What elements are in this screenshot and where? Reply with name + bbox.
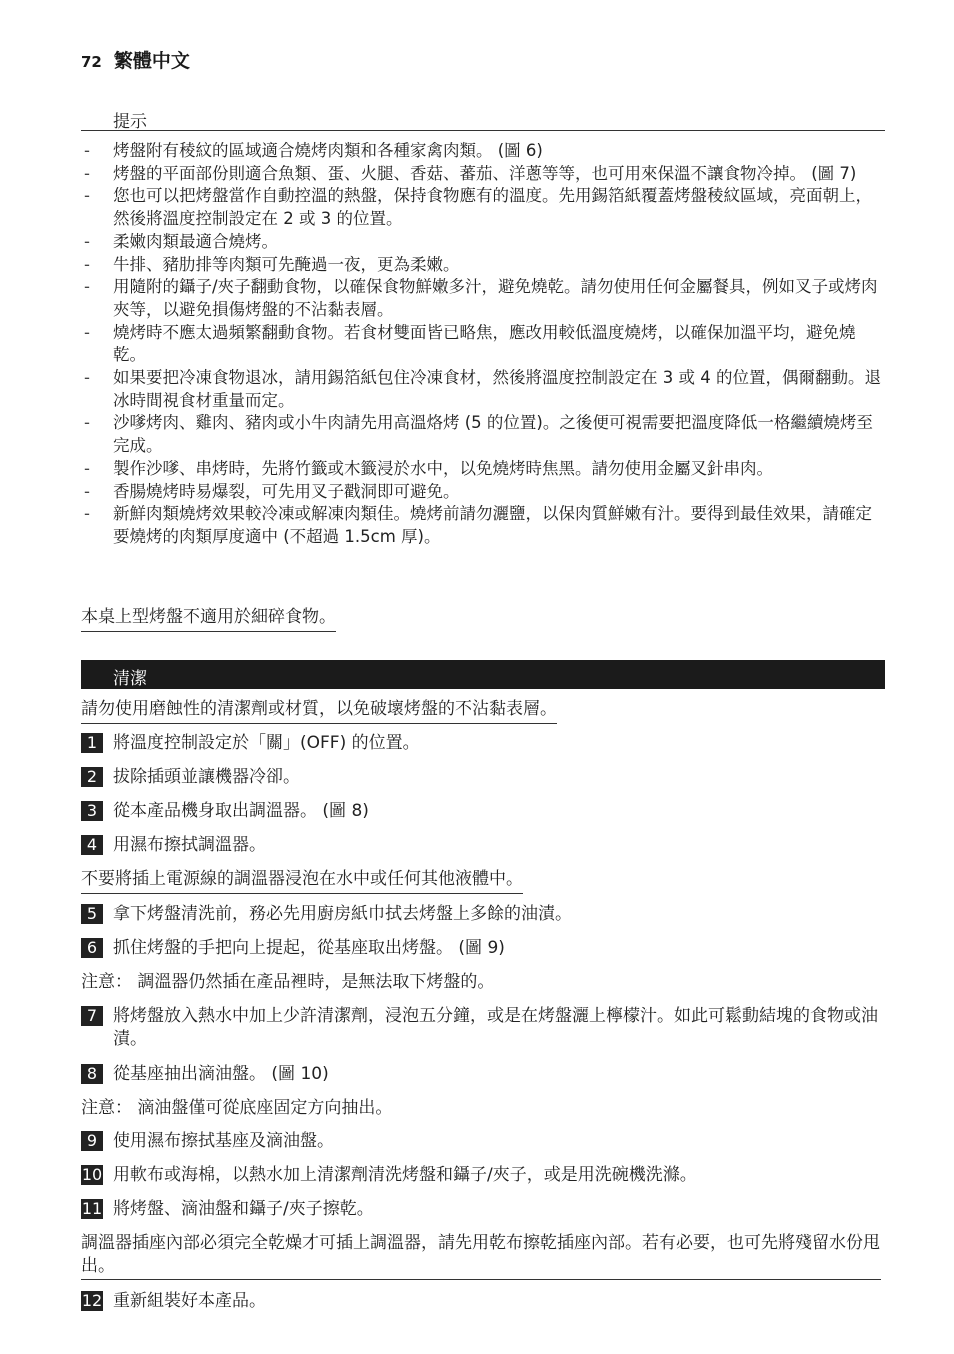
step-item — [81, 937, 883, 960]
tip-item: - 香腸燒烤時易爆裂，可先用叉子戳洞即可避免。 — [81, 481, 887, 504]
step-text: 用軟布或海棉，以熱水加上清潔劑清洗烤盤和鑷子/夾子，或是用洗碗機洗滌。 — [113, 1165, 697, 1185]
page-number: 72 — [81, 53, 102, 71]
step-text: 用濕布擦拭調溫器。 — [113, 835, 266, 855]
step-number-badge: 2 — [81, 767, 103, 787]
step-text: 使用濕布擦拭基座及滴油盤。 — [113, 1131, 334, 1151]
tip-item: - 用隨附的鑷子/夾子翻動食物，以確保食物鮮嫩多汁，避免燒乾。請勿使用任何金屬餐具，例如叉子或烤肉夾等，以避免損傷烤盤的不沾黏表層。 — [81, 276, 887, 321]
step-text: 抓住烤盤的手把向上提起，從基座取出烤盤。 (圖 9) — [113, 938, 505, 958]
tip-item: - 牛排、豬肋排等肉類可先醃過一夜，更為柔嫩。 — [81, 254, 887, 277]
step-number-badge: 11 — [81, 1199, 103, 1218]
tips-heading-label: 提示 — [113, 112, 147, 132]
step-text: 重新組裝好本產品。 — [113, 1291, 266, 1311]
step-number-badge: 7 — [81, 1006, 103, 1026]
cleaning-heading — [81, 660, 885, 689]
tip-item: - 製作沙嗲、串烤時，先將竹籤或木籤浸於水中，以免燒烤時焦黑。請勿使用金屬叉針串肉。 — [81, 458, 887, 481]
tip-item: - 新鮮肉類燒烤效果較冷凍或解凍肉類佳。燒烤前請勿灑鹽，以保肉質鮮嫩有汁。要得到最佳效果，請確定要燒烤的肉類厚度適中 (不超過 1.5cm 厚)。 — [81, 503, 887, 548]
tips-warning: 本桌上型烤盤不適用於細碎食物。 — [81, 606, 336, 632]
step-text: 從本產品機身取出調溫器。 (圖 8) — [113, 801, 369, 821]
step-number-badge: 3 — [81, 801, 103, 821]
step-number-badge: 4 — [81, 835, 103, 855]
step-number-badge: 12 — [81, 1291, 103, 1310]
step-number-badge: 6 — [81, 938, 103, 958]
tips-heading — [81, 103, 885, 131]
step-item — [81, 834, 883, 857]
step-item — [81, 1198, 883, 1221]
note-thermostat: 注意： 調溫器仍然插在產品裡時，是無法取下烤盤的。 — [81, 972, 495, 992]
tips-list — [81, 140, 887, 549]
cleaning-warning-dry-socket: 調溫器插座內部必須完全乾燥才可插上調溫器，請先用乾布擦乾插座內部。若有必要，也可先將殘留水份甩出。 — [81, 1232, 881, 1280]
step-text: 將烤盤、滴油盤和鑷子/夾子擦乾。 — [113, 1199, 374, 1219]
tip-item: - 沙嗲烤肉、雞肉、豬肉或小牛肉請先用高溫烙烤 (5 的位置)。之後便可視需要把溫度降低一格繼續燒烤至完成。 — [81, 412, 887, 457]
page-header — [81, 46, 190, 73]
step-item — [81, 766, 883, 789]
step-text: 拔除插頭並讓機器冷卻。 — [113, 767, 300, 787]
step-item — [81, 1063, 883, 1086]
step-text: 將溫度控制設定於「關」(OFF) 的位置。 — [113, 733, 420, 753]
cleaning-warning-immerse: 不要將插上電源線的調溫器浸泡在水中或任何其他液體中。 — [81, 868, 523, 894]
language-title: 繁體中文 — [113, 50, 190, 72]
step-item — [81, 1005, 883, 1050]
cleaning-warning-abrasive: 請勿使用磨蝕性的清潔劑或材質，以免破壞烤盤的不沾黏表層。 — [81, 698, 557, 724]
step-number-badge: 1 — [81, 733, 103, 753]
cleaning-heading-label: 清潔 — [113, 669, 147, 689]
step-number-badge: 8 — [81, 1064, 103, 1084]
step-number-badge: 10 — [81, 1165, 103, 1184]
tip-item: - 柔嫩肉類最適合燒烤。 — [81, 231, 887, 254]
step-item — [81, 903, 883, 926]
step-text: 從基座抽出滴油盤。 (圖 10) — [113, 1064, 329, 1084]
step-number-badge: 9 — [81, 1131, 103, 1151]
note-drip-tray: 注意： 滴油盤僅可從底座固定方向抽出。 — [81, 1098, 393, 1118]
step-item — [81, 800, 883, 823]
step-text: 拿下烤盤清洗前，務必先用廚房紙巾拭去烤盤上多餘的油漬。 — [113, 904, 572, 924]
step-item — [81, 1130, 883, 1153]
step-number-badge: 5 — [81, 904, 103, 924]
step-item — [81, 1164, 883, 1187]
tip-item: - 如果要把冷凍食物退冰，請用錫箔紙包住冷凍食材，然後將溫度控制設定在 3 或 4 的位置，偶爾翻動。退冰時間視食材重量而定。 — [81, 367, 887, 412]
tip-item: - 您也可以把烤盤當作自動控溫的熱盤，保持食物應有的溫度。先用錫箔紙覆蓋烤盤稜紋區域，亮面朝上，然後將溫度控制設定在 2 或 3 的位置。 — [81, 185, 887, 230]
tip-item: - 燒烤時不應太過頻繁翻動食物。若食材雙面皆已略焦，應改用較低溫度燒烤，以確保加溫平均，避免燒乾。 — [81, 322, 887, 367]
step-text: 將烤盤放入熱水中加上少許清潔劑，浸泡五分鐘，或是在烤盤灑上檸檬汁。如此可鬆動結塊的食物或油漬。 — [113, 1006, 878, 1049]
tip-item: - 烤盤附有稜紋的區域適合燒烤肉類和各種家禽肉類。 (圖 6) — [81, 140, 887, 163]
tip-item: - 烤盤的平面部份則適合魚類、蛋、火腿、香菇、蕃茄、洋蔥等等，也可用來保溫不讓食物冷掉。 (圖 7) — [81, 163, 887, 186]
step-item — [81, 732, 883, 755]
step-item — [81, 1290, 883, 1313]
